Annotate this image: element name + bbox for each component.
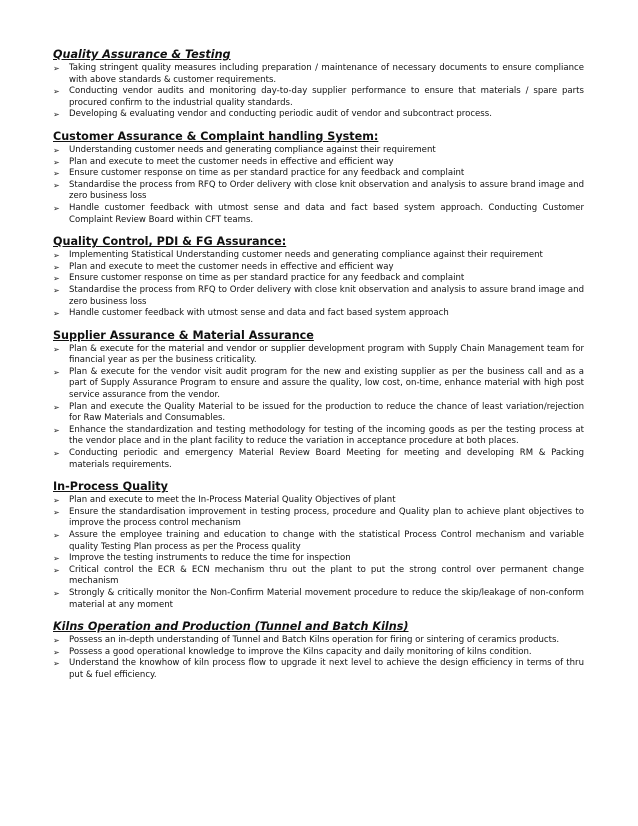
list-item: [53, 495, 584, 507]
list-item: [53, 262, 584, 274]
list-item: [53, 285, 584, 308]
section-quality-assurance-testing: [53, 48, 584, 121]
list-item-text: Conducting vendor audits and monitoring day-to-day supplier performance to ensure that materials / spare parts procured confirm to the industrial quality standards.: [69, 86, 584, 108]
arrow-bullet-icon: ➢: [53, 554, 60, 564]
bullet-list: [53, 63, 584, 121]
list-item-text: Strongly & critically monitor the Non-Confirm Material movement procedure to reduce the skip/leakage of non-conform material at any moment: [69, 587, 584, 610]
section-supplier-assurance-material-assurance: [53, 329, 584, 472]
arrow-bullet-icon: ➢: [53, 565, 60, 575]
arrow-bullet-icon: ➢: [53, 449, 60, 459]
arrow-bullet-icon: ➢: [53, 344, 60, 354]
list-item: [53, 367, 584, 402]
list-item: [53, 273, 584, 285]
list-item-text: Plan and execute to meet the In-Process Material Quality Objectives of plant: [69, 495, 396, 506]
arrow-bullet-icon: ➢: [53, 180, 60, 190]
list-item-text: Possess a good operational knowledge to improve the Kilns capacity and daily monitoring of kilns condition.: [69, 646, 532, 657]
bullet-list: [53, 344, 584, 472]
list-item-text: Plan and execute to meet the customer needs in effective and efficient way: [69, 261, 394, 272]
list-item-text: Handle customer feedback with utmost sense and data and fact based system approach: [69, 308, 449, 319]
list-item-text: Handle customer feedback with utmost sense and data and fact based system approach. Conducting Customer Complaint Review Board within CFT teams.: [69, 202, 584, 225]
section-quality-control-pdi-fg-assurance: [53, 235, 584, 320]
arrow-bullet-icon: ➢: [53, 157, 60, 167]
list-item-text: Critical control the ECR & ECN mechanism thru out the plant to put the strong control over permanent change mechanism: [69, 564, 584, 587]
section-heading: In-Process Quality: [53, 480, 168, 494]
list-item: [53, 530, 584, 553]
list-item-text: Standardise the process from RFQ to Order delivery with close knit observation and analysis to assure brand image and zero business loss: [69, 284, 584, 307]
list-item-text: Plan & execute for the vendor visit audit program for the new and existing supplier as per the business call and as a part of Supply Assurance Program to ensure and assure the quality, low cost, on-time, enhance material with high post service assurance from the vendor.: [69, 366, 584, 401]
list-item: [53, 308, 584, 320]
list-item-text: Plan and execute the Quality Material to be issued for the production to reduce the chance of least variation/rejection for Raw Materials and Consumables.: [69, 401, 584, 424]
section-heading: Quality Assurance & Testing: [53, 48, 231, 61]
arrow-bullet-icon: ➢: [53, 588, 60, 598]
arrow-bullet-icon: ➢: [53, 285, 60, 295]
list-item: [53, 588, 584, 611]
list-item-text: Ensure customer response on time as per standard practice for any feedback and complaint: [69, 273, 465, 284]
bullet-list: [53, 145, 584, 226]
arrow-bullet-icon: ➢: [53, 145, 60, 155]
list-item: [53, 553, 584, 565]
arrow-bullet-icon: ➢: [53, 274, 60, 284]
arrow-bullet-icon: ➢: [53, 425, 60, 435]
list-item-text: Assure the employee training and education to change with the statistical Process Control mechanism and variable quality Testing Plan process as per the Process quality: [69, 530, 584, 552]
bullet-list: [53, 635, 584, 681]
list-item-text: Understand the knowhow of kiln process flow to upgrade it next level to achieve the design efficiency in terms of thru put & fuel efficiency.: [69, 658, 584, 680]
list-item: [53, 647, 584, 659]
section-heading: Customer Assurance & Complaint handling System:: [53, 129, 379, 143]
list-item: [53, 157, 584, 169]
list-item: [53, 425, 584, 448]
arrow-bullet-icon: ➢: [53, 64, 60, 73]
list-item-text: Standardise the process from RFQ to Order delivery with close knit observation and analysis to assure brand image and zero business loss: [69, 179, 584, 202]
arrow-bullet-icon: ➢: [53, 367, 60, 377]
section-in-process-quality: [53, 480, 584, 611]
list-item-text: Ensure customer response on time as per standard practice for any feedback and complaint: [69, 168, 465, 179]
arrow-bullet-icon: ➢: [53, 262, 60, 272]
arrow-bullet-icon: ➢: [53, 531, 60, 540]
list-item: [53, 145, 584, 157]
arrow-bullet-icon: ➢: [53, 659, 60, 669]
list-item-text: Possess an in-depth understanding of Tunnel and Batch Kilns operation for firing or sintering of ceramics products.: [69, 635, 560, 646]
arrow-bullet-icon: ➢: [53, 647, 60, 657]
arrow-bullet-icon: ➢: [53, 110, 60, 120]
list-item: [53, 63, 584, 86]
section-heading: Supplier Assurance & Material Assurance: [53, 328, 314, 342]
arrow-bullet-icon: ➢: [53, 251, 60, 261]
list-item-text: Plan and execute to meet the customer needs in effective and efficient way: [69, 156, 394, 167]
list-item: [53, 203, 584, 226]
arrow-bullet-icon: ➢: [53, 87, 60, 97]
list-item-text: Ensure the standardisation improvement in testing process, procedure and Quality plan to achieve plant objectives to improve the process control mechanism: [69, 506, 584, 529]
list-item: [53, 635, 584, 647]
section-customer-assurance-complaint-handling-system: [53, 130, 584, 226]
list-item-text: Taking stringent quality measures including preparation / maintenance of necessary documents to ensure compliance with above standards & customer requirements.: [69, 63, 584, 85]
list-item: [53, 168, 584, 180]
bullet-list: [53, 250, 584, 320]
list-item-text: Enhance the standardization and testing methodology for testing of the incoming goods as per the testing process at the vendor place and in the plant facility to reduce the variation in acceptance procedure at both places.: [69, 424, 584, 447]
list-item: [53, 507, 584, 530]
list-item-text: Understanding customer needs and generating compliance against their requirement: [69, 144, 436, 155]
arrow-bullet-icon: ➢: [53, 402, 60, 412]
list-item: [53, 658, 584, 681]
arrow-bullet-icon: ➢: [53, 496, 60, 506]
list-item-text: Plan & execute for the material and vendor or supplier development program with Supply Chain Management team for financial year as per the business criticality.: [69, 343, 584, 366]
list-item-text: Conducting periodic and emergency Material Review Board Meeting for meeting and developing RM & Packing materials requirements.: [69, 448, 584, 470]
section-heading: Quality Control, PDI & FG Assurance:: [53, 235, 287, 249]
arrow-bullet-icon: ➢: [53, 309, 60, 319]
section-kilns-operation-and-production-tunnel-and-batch-kilns: [53, 620, 584, 681]
list-item: [53, 402, 584, 425]
list-item: [53, 344, 584, 367]
arrow-bullet-icon: ➢: [53, 203, 60, 213]
arrow-bullet-icon: ➢: [53, 507, 60, 517]
bullet-list: [53, 495, 584, 611]
list-item: [53, 250, 584, 262]
list-item-text: Implementing Statistical Understanding customer needs and generating compliance against their requirement: [69, 250, 543, 261]
section-heading: Kilns Operation and Production (Tunnel and Batch Kilns): [53, 620, 409, 634]
list-item: [53, 109, 584, 121]
list-item: [53, 86, 584, 109]
list-item: [53, 565, 584, 588]
arrow-bullet-icon: ➢: [53, 636, 60, 646]
list-item-text: Improve the testing instruments to reduce the time for inspection: [69, 553, 351, 564]
list-item-text: Developing & evaluating vendor and conducting periodic audit of vendor and subcontract process.: [69, 109, 492, 120]
list-item: [53, 448, 584, 471]
list-item: [53, 180, 584, 203]
arrow-bullet-icon: ➢: [53, 169, 60, 179]
